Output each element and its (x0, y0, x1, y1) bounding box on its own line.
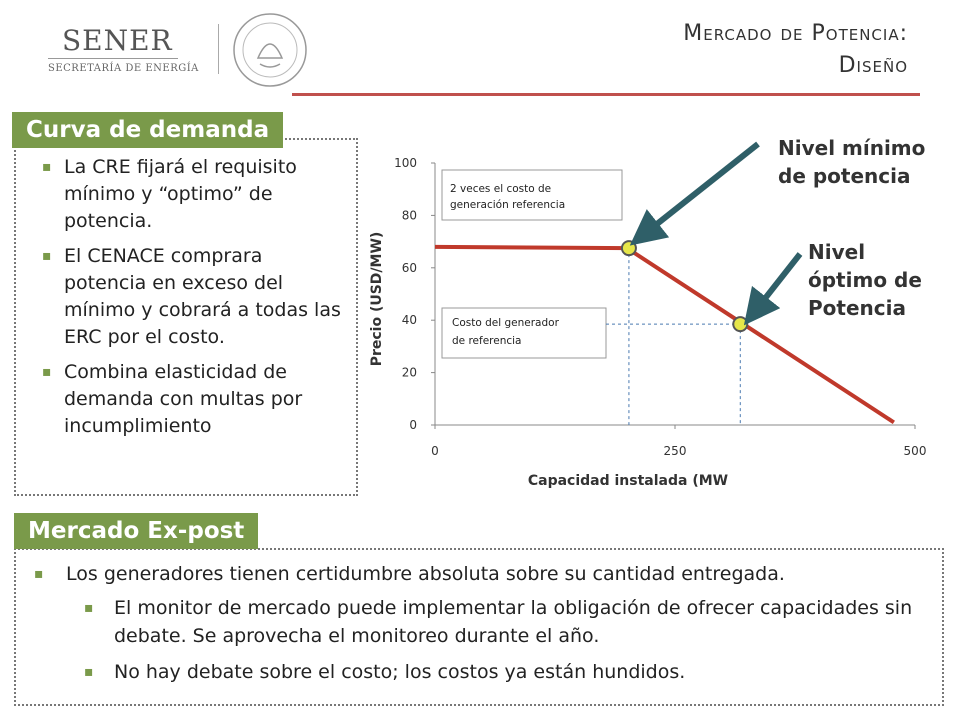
list-item: ▪ La CRE fijará el requisito mínimo y “optimo” de potencia. (42, 154, 342, 235)
sub-list (84, 594, 924, 686)
x-tick-label: 500 (903, 444, 927, 458)
logo-subtitle: SECRETARÍA DE ENERGÍA (48, 63, 199, 74)
annotation-box-text: de referencia (452, 335, 522, 347)
key-point-marker (733, 317, 747, 331)
logo-divider (218, 24, 219, 74)
sub-list-item: ▪ No hay debate sobre el costo; los costos ya están hundidos. (84, 658, 924, 686)
annotation-minimum-level (778, 134, 938, 190)
annotation-box-text: 2 veces el costo de (450, 183, 552, 195)
y-tick-label: 80 (401, 208, 417, 223)
x-tick-label: 0 (431, 444, 439, 458)
y-tick-label: 100 (394, 156, 417, 170)
annotation-box-text: generación referencia (450, 199, 566, 211)
list-item: ▪ El CENACE comprara potencia en exceso del mínimo y cobrará a todas las ERC por el costo. (42, 243, 342, 351)
annotation-text: Nivel óptimo de Potencia (808, 240, 922, 320)
annotation-box-text: Costo del generador (452, 317, 559, 329)
demand-curve-list (42, 154, 342, 448)
logo-rule (48, 58, 178, 59)
x-tick-label: 250 (663, 444, 687, 458)
ex-post-list (34, 560, 924, 694)
section-tab-demand-curve: Curva de demanda (12, 112, 283, 148)
title-rule (292, 93, 920, 96)
x-axis-label: Capacidad instalada (MW (527, 473, 729, 489)
arrow-minimum-level (643, 144, 758, 235)
sener-logo (40, 18, 280, 78)
title-line-2: Diseño (838, 53, 908, 78)
y-tick-label: 20 (401, 365, 417, 380)
list-item (34, 560, 924, 686)
page-title (683, 18, 908, 82)
national-seal-icon (230, 10, 310, 90)
annotation-text: Nivel mínimo de potencia (778, 136, 926, 188)
y-tick-label: 60 (401, 260, 417, 275)
arrow-optimal-level (754, 254, 800, 312)
y-tick-label: 0 (409, 418, 417, 432)
annotation-optimal-level (808, 238, 933, 322)
annotation-box (442, 170, 622, 220)
list-item: ▪ Combina elasticidad de demanda con multas por incumplimiento (42, 359, 342, 440)
sub-list-item: ▪ El monitor de mercado puede implementar la obligación de ofrecer capacidades sin debate. Se aprovecha el monitoreo durante el año. (84, 594, 924, 650)
y-axis-label: Precio (USD/MW) (369, 231, 385, 367)
title-line-1: Mercado de Potencia: (683, 21, 908, 46)
logo-name: SENER (62, 24, 173, 57)
key-point-marker (622, 241, 636, 255)
section-tab-ex-post: Mercado Ex-post (14, 513, 258, 549)
y-tick-label: 40 (401, 313, 417, 328)
list-item-text: Los generadores tienen certidumbre absoluta sobre su cantidad entregada. (66, 563, 785, 585)
annotation-box (442, 308, 606, 358)
